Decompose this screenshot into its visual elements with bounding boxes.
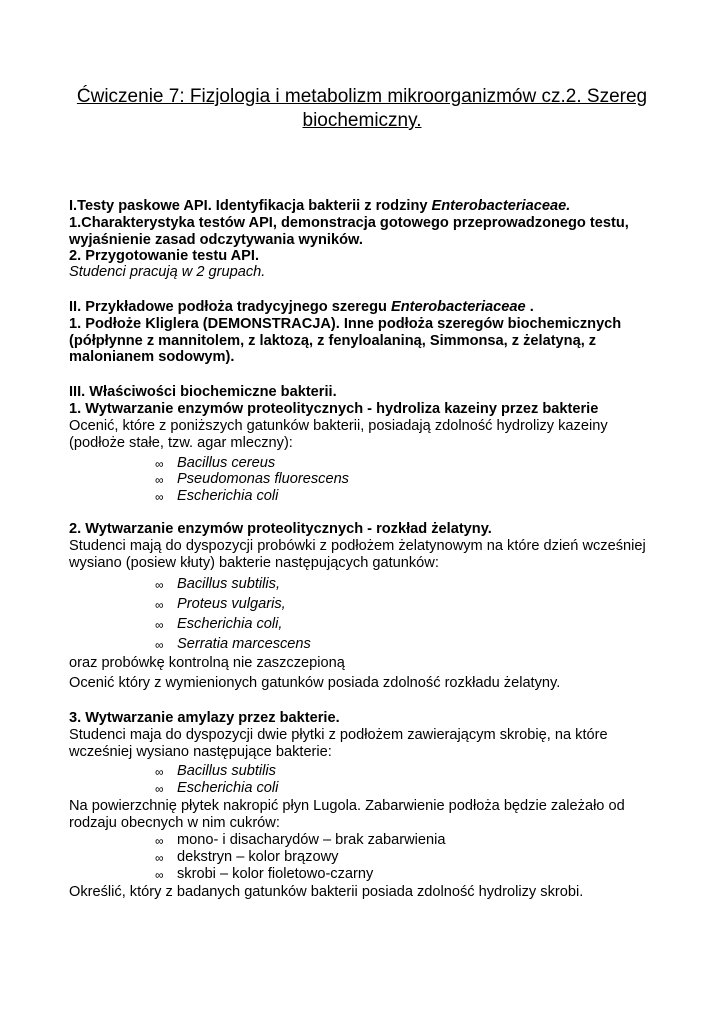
section2-item1-line2: (półpłynne z mannitolem, z laktozą, z fenyloalaniną, Simmonsa, z żelatyną, z bbox=[69, 333, 597, 349]
infinity-bullet-icon: ∞ bbox=[155, 834, 164, 848]
infinity-bullet-icon: ∞ bbox=[155, 868, 164, 882]
sub2-heading: 2. Wytwarzanie enzymów proteolitycznych - rozkład żelatyny. bbox=[69, 521, 492, 537]
section1-item1-line1: 1.Charakterystyka testów API, demonstracja gotowego przeprowadzonego testu, bbox=[69, 215, 629, 231]
sub2-after-line2: Ocenić który z wymienionych gatunków posiada zdolność rozkładu żelatyny. bbox=[69, 675, 561, 691]
section1-item1-line2: wyjaśnienie zasad odczytywania wyników. bbox=[69, 232, 363, 248]
infinity-bullet-icon: ∞ bbox=[155, 490, 164, 504]
sub3-conclusion: Określić, który z badanych gatunków bakterii posiada zdolność hydrolizy skrobi. bbox=[69, 884, 584, 900]
section2-item1-line1: 1. Podłoże Kliglera (DEMONSTRACJA). Inne podłoża szeregów biochemicznych bbox=[69, 316, 622, 332]
sub2-text-line1: Studenci mają do dyspozycji probówki z podłożem żelatynowym na które dzień wcześniej bbox=[69, 538, 646, 554]
sub3-lugol-line1: Na powierzchnię płytek nakropić płyn Lugola. Zabarwienie podłoża będzie zależało od bbox=[69, 798, 625, 814]
infinity-bullet-icon: ∞ bbox=[155, 598, 164, 612]
sub2-after-line1: oraz probówkę kontrolną nie zaszczepioną bbox=[69, 655, 345, 671]
infinity-bullet-icon: ∞ bbox=[155, 782, 164, 796]
infinity-bullet-icon: ∞ bbox=[155, 578, 164, 592]
infinity-bullet-icon: ∞ bbox=[155, 851, 164, 865]
document-title bbox=[40, 85, 684, 133]
section1-note: Studenci pracują w 2 grupach. bbox=[69, 264, 266, 280]
infinity-bullet-icon: ∞ bbox=[155, 457, 164, 471]
section1-item2: 2. Przygotowanie testu API. bbox=[69, 248, 260, 264]
infinity-bullet-icon: ∞ bbox=[155, 473, 164, 487]
sub3-text-line2: wcześniej wysiano następujące bakterie: bbox=[69, 744, 332, 760]
section2-item1-line3: malonianem sodowym). bbox=[69, 349, 235, 365]
section1-heading: I.Testy paskowe API. Identyfikacja bakterii z rodziny Enterobacteriaceae. bbox=[69, 198, 571, 214]
sub2-text-line2: wysiano (posiew kłuty) bakterie następujących gatunków: bbox=[69, 555, 439, 571]
infinity-bullet-icon: ∞ bbox=[155, 765, 164, 779]
title-line-2: biochemiczny. bbox=[302, 110, 422, 131]
sub3-lugol-line2: rodzaju obecnych w nim cukrów: bbox=[69, 815, 280, 831]
sub1-text-line1: Ocenić, które z poniższych gatunków bakterii, posiadają zdolność hydrolizy kazeiny bbox=[69, 418, 608, 434]
title-line-1: Ćwiczenie 7: Fizjologia i metabolizm mikroorganizmów cz.2. Szereg bbox=[76, 86, 648, 107]
sub3-text-line1: Studenci maja do dyspozycji dwie płytki z podłożem zawierającym skrobię, na które bbox=[69, 727, 608, 743]
sub1-text-line2: (podłoże stałe, tzw. agar mleczny): bbox=[69, 435, 293, 451]
sub3-heading: 3. Wytwarzanie amylazy przez bakterie. bbox=[69, 710, 340, 726]
infinity-bullet-icon: ∞ bbox=[155, 618, 164, 632]
section3-heading: III. Właściwości biochemiczne bakterii. bbox=[69, 384, 337, 400]
infinity-bullet-icon: ∞ bbox=[155, 638, 164, 652]
sub1-heading: 1. Wytwarzanie enzymów proteolitycznych - hydroliza kazeiny przez bakterie bbox=[69, 401, 599, 417]
document-page: Ćwiczenie 7: Fizjologia i metabolizm mikroorganizmów cz.2. Szereg biochemiczny. I.Testy paskowe API. Identyfikacja bakterii z rodziny Enterobacteriaceae. 1.Charakterystyka testów API, demonstracja gotowego przeprowadzonego testu, wyjaśnienie zasad odczytywania wyników. 2. Przygotowanie testu API. Studenci pracują w 2 grupach. II. Przykładowe podłoża tradycyjnego szeregu Enterobacteriaceae . 1. Podłoże Kliglera (DEMONSTRACJA). Inne podłoża szeregów biochemicznych (półpłynne z mannitolem, z laktozą, z fenyloalaniną, Simmonsa, z żelatyną, z malonianem sodowym). III. Właściwości biochemiczne bakterii. 1. Wytwarzanie enzymów proteolitycznych - hydroliza kazeiny przez bakterie Ocenić, które z poniższych gatunków bakterii, posiadają zdolność hydrolizy kazeiny (podłoże stałe, tzw. agar mleczny): ∞ Bacillus cereus ∞ Pseudomonas fluorescens ∞ Escherichia coli 2. Wytwarzanie enzymów proteolitycznych - rozkład żelatyny. Studenci mają do dyspozycji probówki z podłożem żelatynowym na które dzień wcześniej wysiano (posiew kłuty) bakterie następujących gatunków: ∞ Bacillus subtilis, ∞ Proteus vulgaris, ∞ Escherichia coli, ∞ Serratia marcescens oraz probówkę kontrolną nie zaszczepioną Ocenić który z wymienionych gatunków posiada zdolność rozkładu żelatyny. 3. Wytwarzanie amylazy przez bakterie. Studenci maja do dyspozycji dwie płytki z podłożem zawierającym skrobię, na które wcześniej wysiano następujące bakterie: ∞ Bacillus subtilis ∞ Escherichia coli Na powierzchnię płytek nakropić płyn Lugola. Zabarwienie podłoża będzie zależało od rodzaju obecnych w nim cukrów: ∞ mono- i disacharydów – brak zabarwienia ∞ dekstryn – kolor brązowy ∞ skrobi – kolor fioletowo-czarny Określić, który z badanych gatunków bakterii posiada zdolność hydrolizy skrobi. bbox=[0, 0, 724, 1024]
section2-heading: II. Przykładowe podłoża tradycyjnego szeregu Enterobacteriaceae . bbox=[69, 299, 534, 315]
